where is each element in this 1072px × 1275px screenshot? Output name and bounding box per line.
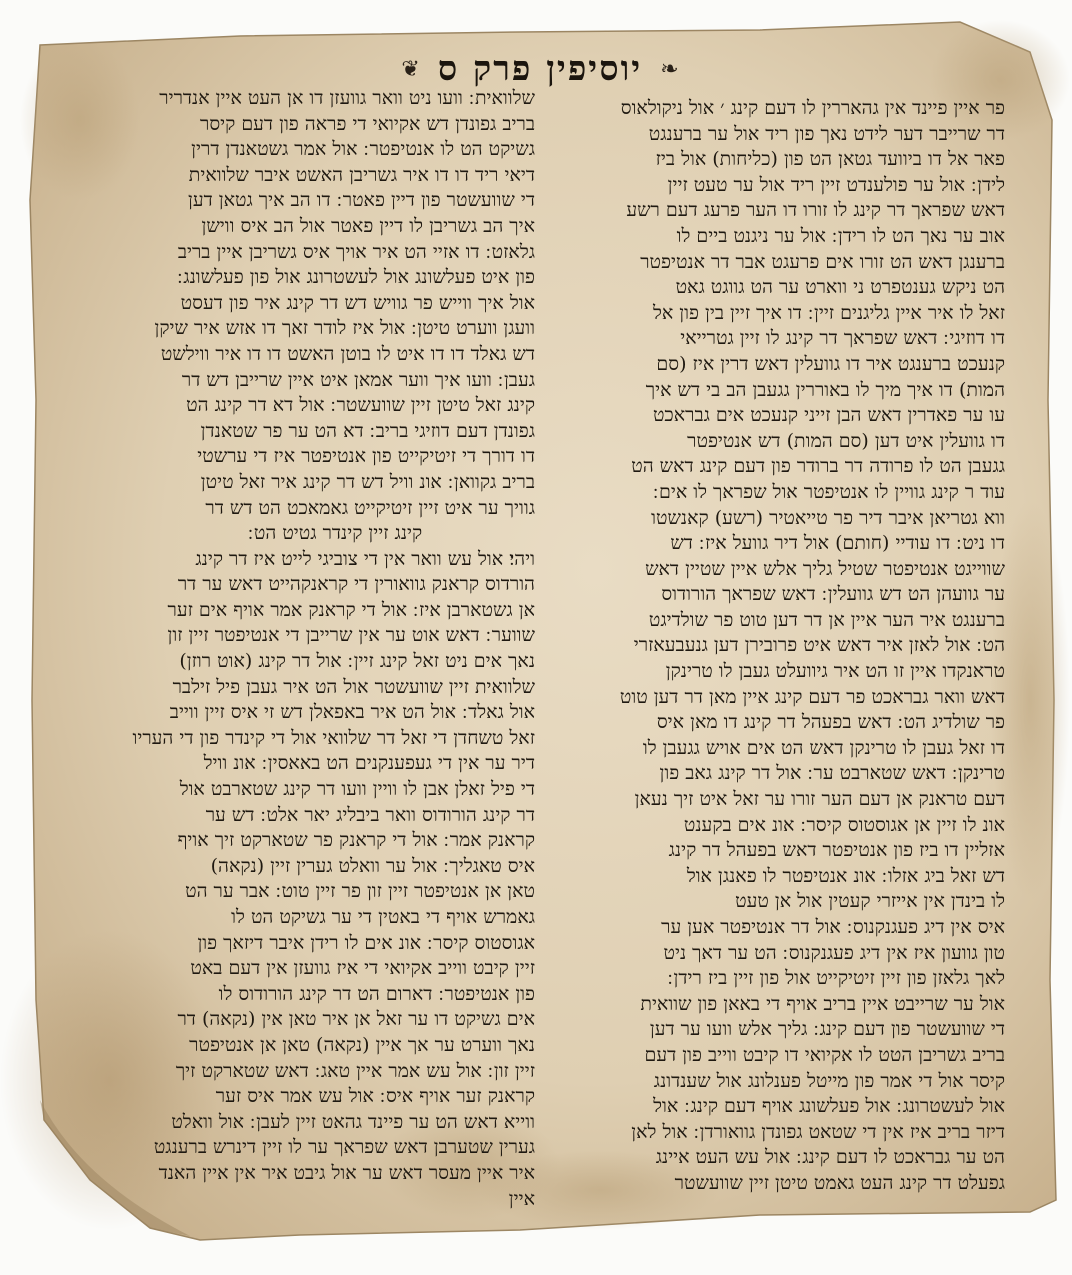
text-line: זאל טשחדן די זאל דר שלוואי אול די קינדר פון די העריו	[132, 726, 535, 749]
text-line: קנעכט ברענגט איר דו גוועלין דאש דרין איז (סם	[656, 352, 1005, 375]
text-line: דו ניט ׃ דו עודיי (חותם) אול דיר גוועל איז ׃ דש	[670, 532, 1005, 555]
section-end-line: קינג זיין קינדר גטיט הט ׃	[247, 522, 423, 545]
text-line: קראנק זער אויף איס ׃ אול עש אמר איס זער	[215, 1085, 535, 1108]
text-line: אול איך ווייש פר גוויש דש דר קינג איר פון דעסט	[180, 291, 535, 314]
text-line: אול גאלד ׃ אול הט איר באפאלן דש זי איס זיין ווייב	[169, 701, 535, 724]
text-line: די שוועשטר פון דיין פאטר ׃ דו הב איך גטאן דען	[187, 189, 535, 212]
text-line: קינג זאל טיטן זיין שוועשטר ׃ אול דא דר קינג הט	[186, 394, 535, 417]
text-line: אזליין דו ביז פון אנטיפטר דאש בפעהל דר קינג	[668, 839, 1005, 862]
text-line: אוב ער נאך הט לו רידן ׃ אול ער ניגנט ביים לו	[676, 224, 1005, 247]
text-line: דו דוזיגי ׃ דאש שפראך דר קינג לו זיין גטרייאי	[680, 327, 1005, 350]
text-line: דש זאל ביג אזלו ׃ אונ אנטיפטר לו פאנגן אול	[686, 864, 1005, 887]
text-line: המות) דו איך מיך לו באוררין גגעבן הב בי דש איך	[645, 378, 1005, 401]
text-line: גלאזט ׃ דו אזיי הט איר אויך איס גשריבן איין בריב	[177, 240, 535, 263]
text-line: דו דורך די זיטיקייט פון אנטיפטר איז די ערשטי	[197, 445, 535, 468]
text-line: פאר אל דו ביוועד גטאן הט פון (כליחות) אול ביז	[655, 148, 1005, 171]
text-line: דר קינג הורודוס וואר ביבליג יאר אלט ׃ דש ער	[205, 803, 535, 826]
text-line: ברענגן דאש הט זורו אים פרעגט אבר דר אנטיפטר	[640, 250, 1005, 273]
text-line: פר שולדיג הט ׃ דאש בפעהל דר קינג דו מאן איס	[656, 711, 1005, 734]
text-line: קראנק אמר ׃ אול די קראנק פר שטארקט זיך אויף	[177, 829, 535, 852]
text-column-right	[545, 96, 1005, 1194]
text-line: איר איין מעסר דאש ער אול גיבט איר אין איין האנד	[158, 1161, 535, 1184]
text-line: נאך אים ניט זאל קינג זיין ׃ אול דר קינג (אוט רוזן)	[179, 650, 535, 673]
text-line: עוד ר קינג גוויין לו אנטיפטר אול שפראך לו אים ׃	[652, 480, 1005, 503]
text-line: שווייגט אנטיפטר שטיל גליך אלש איין שטיין דאש	[645, 557, 1005, 580]
text-line: שווער ׃ דאש אוט ער אין שרייבן די אנטיפטר זיין זון	[167, 624, 535, 647]
chapter-title: יוסיפין פרק ס	[437, 49, 643, 89]
text-line: דאש שפראך דר קינג לו זורו דו הער פרעג דעם רשע	[626, 199, 1005, 222]
text-line: דאש וואר גבראכט פר דעם קינג איין מאן דר דען טוט	[619, 685, 1005, 708]
text-line: אונ לו זיין אן אגוסטוס קיסר ׃ אונ אים בקענט	[683, 813, 1005, 836]
text-line: בריב גקוואן ׃ אונ וויל דש דר קינג איר זאל טיטן	[200, 470, 535, 493]
text-line: טון גוועון איז אין דיג פעגנקנוס ׃ הט ער דאך ניט	[663, 941, 1005, 964]
text-line: ער גוועהן הט דש גוועלין ׃ דאש שפראך הורודוס	[661, 583, 1005, 606]
text-line: בריב גשריבן הטט לו אקיואי דו קיבט ווייב פון דעם	[644, 1043, 1005, 1066]
text-line: ווא גטריאן איבר דיר פר טייאטיר (רשע) קאנשטו	[651, 506, 1005, 529]
text-line: טראנקדו איין זו הט איר גיוועלט געבן לו טרינקן	[665, 660, 1005, 683]
text-line: זאל לו איר איין גליגנים זיין ׃ דו איך זיין בין פון אל	[652, 301, 1005, 324]
text-line: הט ׃ אול לאזן איר דאש איט פרובירן דען גנעבעאזרי	[633, 634, 1005, 657]
text-line: הט ער גבראכט לו דעם קינג ׃ אול עש העט איינג	[655, 1146, 1005, 1169]
text-line: וועגן ווערט טיטן ׃ אול איז לודר זאך דו אזש איר שיקן	[154, 317, 535, 340]
text-line: פון איט פעלשונג אול לעשטרונג אול פון פעלשונג ׃	[177, 266, 535, 289]
text-line: בריב גפונדן דש אקיואי די פראה פון דעם קיסר	[199, 112, 535, 135]
text-line: הט ניקש גענטפרט ני ווארט ער הט גווגט גאט	[675, 276, 1005, 299]
text-line: דעם טראנק אן דעם הער זורו ער זאל איט זיך נעאן	[634, 788, 1005, 811]
text-line: נאך ווערט ער אך איין (נקאה) טאן אן אנטיפטר	[189, 1033, 535, 1056]
text-line: דר שרייבר דער לידט נאך פון ריד אול ער ברענגט	[648, 122, 1005, 145]
text-line: גפונדן דעם דוזיגי בריב ׃ דא הט ער פר שטאנדן	[200, 419, 535, 442]
text-line: אים גשיקט דו ער זאל אן איר טאן אין (נקאה) דר	[177, 1008, 535, 1031]
text-line: אן גשטארבן איז ׃ אול די קראנק אמר אויף אים זער	[167, 598, 535, 621]
section-opening-line: ויהי׃ אול עש וואר אין די צוביגי לייט איז דר קינג	[195, 547, 535, 570]
text-line: גגעבן הט לו פרודה דר ברודר פון דעם קינג דאש הט	[631, 455, 1005, 478]
text-line: זיין זון ׃ אול עש אמר איין טאג ׃ דאש שטארקט זיך	[175, 1059, 535, 1082]
text-line: דו גוועלין איט דען (סם המות) דש אנטיפטר	[687, 429, 1005, 452]
text-line: דו זאל געבן לו טרינקן דאש הט אים אויש גגעבן לו	[642, 736, 1005, 759]
text-line: שלוואית ׃ וועו ניט וואר גוועזן דו אן העט איין אנדריר	[159, 87, 535, 109]
text-line: איס טאגליך ׃ אול ער וואלט גערין זיין (נקאה)	[210, 854, 535, 877]
text-line: געבן ׃ וועו איך ווער אמאן איט איין שרייבן דש דר	[181, 368, 535, 391]
text-line: דש גאלד דו דו איט לו בוטן האשט דו דו איר ווילשט	[160, 342, 535, 365]
text-line: שלוואית זיין שוועשטר אול הט איר געבן פיל זילבר	[172, 675, 535, 698]
text-line: לידן ׃ אול ער פולענדט זיין ריד אול ער טעט זיין	[667, 173, 1005, 196]
text-line: די שוועשטר פון דעם קינג ׃ גליך אלש וועו ער דען	[649, 1018, 1005, 1041]
text-line: עו ער פאדרין דאש הבן זייני קנעכט אים גבראכט	[652, 404, 1005, 427]
text-line: הורדוס קראנק גוואורין די קראנקהייט דאש ער דר	[177, 573, 535, 596]
text-line: לאך גלאזן פון זיין זיטיקייט אול פון זיין ביז רידן ׃	[667, 967, 1005, 990]
text-line: אגוסטוס קיסר ׃ אונ אים לו רידן איבר דיזאך פון	[197, 931, 535, 954]
ornament-left: ❦	[401, 56, 420, 82]
text-line: לו בינדן אין אייזרי קעטין אול אן טעט	[735, 890, 1005, 913]
text-line: אול ער שרייבט איין בריב אויף די באאן פון שוואית	[640, 992, 1005, 1015]
text-line: דיזר בריב איז אין די שטאט גפונדן גוואורדן ׃ אול לאן	[631, 1120, 1005, 1143]
text-line: איך הב גשריבן לו דיין פאטר אול הב איס ווישן	[201, 214, 535, 237]
text-line: זיין קיבט ווייב אקיואי די איז גוועזן אין דעם באט	[190, 957, 535, 980]
text-line: פר איין פיינד אין גהאררין לו דעם קינג ׳ אול ניקולאוס	[620, 97, 1005, 119]
text-line: ווייא דאש הט ער פיינד גהאט זיין לעבן ׃ אול וואלט	[171, 1110, 535, 1133]
text-line: טאן אן אנטיפטר זיין זון פר זיין טוט ׃ אבר ער הט	[185, 880, 535, 903]
text-line: ברענגט איר הער איין אן דר דען טוט פר שולדיגט	[648, 608, 1005, 631]
catchword: איין	[508, 1187, 535, 1210]
text-line: גערין שטערבן דאש שפראך ער לו זיין דינרש ברענגט	[153, 1136, 535, 1159]
ornament-right: ❧	[660, 56, 679, 82]
text-line: קיסר אול די אמר פון מייטל פענלונג אול שענדונג	[653, 1069, 1005, 1092]
text-line: גשיקט הט לו אנטיפטר ׃ אול אמר גשטאנדן דרין	[191, 138, 535, 161]
text-line: דיר ער אין די געפענקנים הט באאסין ׃ אונ וויל	[203, 752, 535, 775]
text-line: איס אין דיג פעגנקנוס ׃ אול דר אנטיפטר אען ער	[661, 916, 1005, 938]
text-line: פון אנטיפטר ׃ דארום הט דר קינג הורודוס לו	[218, 982, 535, 1005]
text-line: גוויך ער איט זיין זיטיקייט גאמאכט הט דש דר	[205, 496, 535, 519]
text-line: טרינקן ׃ דאש שטארבט ער ׃ אול דר קינג גאב פון	[659, 762, 1005, 785]
text-line: אול לעשטרונג ׃ אול פעלשונג אויף דעם קינג ׃ אול	[653, 1095, 1005, 1118]
text-line: די פיל זאלן אבן לו וויין וועו דר קינג שטארבט אול	[179, 778, 535, 801]
text-line: גאמרש אויף די באטין די ער גשיקט הט לו	[231, 906, 535, 928]
text-line: דיאי ריד דו דו איר גשריבן האשט איבר שלוואית	[188, 163, 535, 186]
text-line: גפעלט דר קינג העט גאמט טיטן זיין שוועשטר	[674, 1171, 1005, 1194]
text-column-left	[75, 86, 535, 1210]
